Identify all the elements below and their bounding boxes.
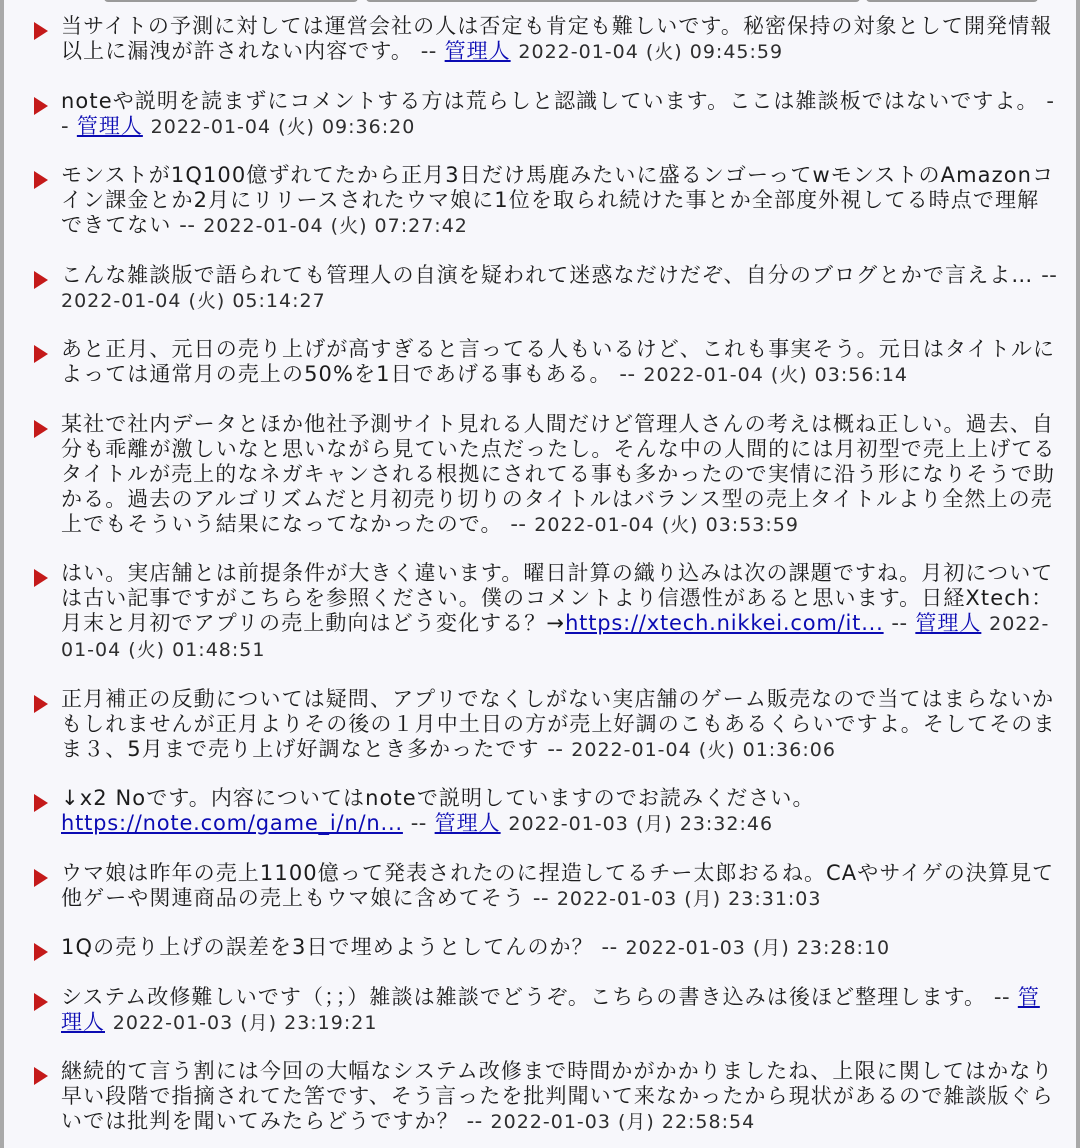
comment-separator: -- bbox=[61, 88, 1055, 138]
comment-text: こんな雑談版で語られても管理人の自演を疑われて迷惑なだけだぞ、自分のブログとかで言えよ… bbox=[61, 262, 1034, 287]
comment-item bbox=[30, 89, 1058, 140]
comment-timestamp: 2022-01-04 (火) 03:53:59 bbox=[534, 513, 799, 536]
comment-item bbox=[30, 1059, 1058, 1135]
triangle-bullet-icon bbox=[34, 1067, 48, 1085]
comment-timestamp: 2022-01-04 (火) 09:45:59 bbox=[518, 41, 784, 63]
triangle-bullet-icon bbox=[34, 569, 48, 587]
comment-separator: -- bbox=[1041, 262, 1058, 287]
top-tab-strip bbox=[4, 0, 1080, 2]
comment-item bbox=[30, 337, 1058, 388]
comment-separator: -- bbox=[993, 984, 1011, 1009]
comment-item bbox=[30, 985, 1058, 1036]
comment-separator: -- bbox=[510, 511, 527, 536]
comment-text: 某社で社内データとほか他社予測サイト見れる人間だけど管理人さんの考えは概ね正しい。過去、自分も乖離が激しいなと思いながら見ていた点だったし。そんな中の人間的には月初型で売上上げてるタイトルが売上的なネガキャンされる根拠にされてる事も多かったので実情に沿う形になりそうで助かる。過去のアルゴリズムだと月初売り切りのタイトルはバランス型の売上タイトルより全然上の売上でもそういう結果になってなかったので。 bbox=[61, 411, 1056, 536]
comment-timestamp: 2022-01-03 (月) 23:19:21 bbox=[112, 1011, 378, 1034]
comment-item bbox=[30, 786, 1058, 837]
external-link[interactable]: https://note.com/game_i/n/n... bbox=[61, 811, 403, 835]
comment-timestamp: 2022-01-04 (火) 07:27:42 bbox=[203, 215, 468, 237]
comment-separator: -- bbox=[420, 39, 437, 63]
comment-separator: -- bbox=[619, 362, 636, 386]
comment-timestamp: 2022-01-04 (火) 09:36:20 bbox=[150, 115, 416, 138]
triangle-bullet-icon bbox=[34, 943, 48, 961]
comment-text: はい。実店舗とは前提条件が大きく違います。曜日計算の織り込みは次の課題ですね。月初については古い記事ですがこちらを参照ください。僕のコメントより信憑性があると思います。日経Xtech：月末と月初でアプリの売上動向はどう変化する？→ bbox=[61, 561, 1054, 635]
author-link[interactable]: 管理人 bbox=[444, 39, 511, 63]
comment-item bbox=[30, 14, 1058, 65]
comment-text: あと正月、元日の売り上げが高すぎると言ってる人もいるけど、これも事実そう。元日はタイトルによっては通常月の売上の50%を1日であげる事もある。 bbox=[61, 337, 1056, 386]
comment-text: 正月補正の反動については疑問、アプリでなくしがない実店舗のゲーム販売なので当てはまらないかもしれませんが正月よりその後の１月中土日の方が売上好調のこもあるくらいですよ。そしてそのまま３、5月まで売り上げ好調なとき多かったです bbox=[61, 686, 1056, 761]
comment-timestamp: 2022-01-03 (月) 23:28:10 bbox=[625, 937, 891, 959]
triangle-bullet-icon bbox=[34, 993, 48, 1011]
comment-separator: -- bbox=[466, 1109, 483, 1133]
triangle-bullet-icon bbox=[34, 97, 48, 115]
comment-separator: -- bbox=[547, 736, 564, 761]
top-tab-edge[interactable] bbox=[104, 0, 358, 2]
comment-item bbox=[30, 412, 1058, 538]
comment-text: 1Qの売り上げの誤差を3日で埋めようとしてんのか？ bbox=[61, 935, 594, 959]
comment-timestamp: 2022-01-03 (月) 22:58:54 bbox=[490, 1111, 756, 1133]
comment-separator: -- bbox=[601, 935, 618, 959]
triangle-bullet-icon bbox=[34, 22, 48, 40]
comment-item bbox=[30, 163, 1058, 239]
comment-separator: -- bbox=[532, 885, 550, 910]
comment-separator: -- bbox=[410, 811, 427, 835]
triangle-bullet-icon bbox=[34, 420, 48, 438]
comment-timestamp: 2022-01-04 (火) 01:48:51 bbox=[61, 613, 1050, 661]
top-tab-edge[interactable] bbox=[866, 0, 1038, 2]
comment-text: 当サイトの予測に対しては運営会社の人は否定も肯定も難しいです。秘密保持の対象として開発情報以上に漏洩が許されない内容です。 bbox=[61, 14, 1053, 63]
comment-text: モンストが1Q100億ずれてたから正月3日だけ馬鹿みたいに盛るンゴーってwモンストのAmazonコイン課金とか2月にリリースされたウマ娘に1位を取られ続けた事とか全部度外視してる時点で理解できてない bbox=[61, 163, 1055, 237]
triangle-bullet-icon bbox=[34, 794, 48, 812]
external-link[interactable]: https://xtech.nikkei.com/it... bbox=[565, 611, 884, 635]
comment-separator: -- bbox=[891, 611, 908, 635]
author-link[interactable]: 管理人 bbox=[915, 611, 982, 635]
comment-timestamp: 2022-01-04 (火) 05:14:27 bbox=[61, 289, 326, 312]
triangle-bullet-icon bbox=[34, 171, 48, 189]
author-link[interactable]: 管理人 bbox=[76, 113, 143, 138]
comment-timestamp: 2022-01-03 (月) 23:31:03 bbox=[556, 887, 822, 910]
triangle-bullet-icon bbox=[34, 695, 48, 713]
top-tab-edge[interactable] bbox=[366, 0, 860, 2]
comment-item bbox=[30, 561, 1058, 663]
triangle-bullet-icon bbox=[34, 345, 48, 363]
comment-text: noteや説明を読まずにコメントする方は荒らしと認識しています。ここは雑談板ではないですよ。 bbox=[61, 88, 1039, 113]
comment-text: ↓x2 Noです。内容についてはnoteで説明していますのでお読みください。 bbox=[61, 786, 815, 810]
comment-timestamp: 2022-01-04 (火) 03:56:14 bbox=[643, 364, 909, 386]
comment-item bbox=[30, 861, 1058, 912]
comment-item bbox=[30, 687, 1058, 763]
comment-separator: -- bbox=[179, 213, 196, 237]
comment-text: 継続的て言う割には今回の大幅なシステム改修まで時間かがかかりましたね、上限に関してはかなり早い段階で指摘されてた筈です、そう言ったを批判聞いて来なかったから現状があるので雑談版ぐらいでは批判を聞いてみたらどうですか？ bbox=[61, 1059, 1054, 1133]
author-link[interactable]: 管理人 bbox=[434, 811, 501, 835]
comment-text: システム改修難しいです（；；）雑談は雑談でどうぞ。こちらの書き込みは後ほど整理します。 bbox=[61, 984, 987, 1009]
author-link[interactable]: 管理人 bbox=[61, 984, 1040, 1034]
comment-item bbox=[30, 263, 1058, 314]
comment-timestamp: 2022-01-04 (火) 01:36:06 bbox=[571, 738, 836, 761]
triangle-bullet-icon bbox=[34, 271, 48, 289]
triangle-bullet-icon bbox=[34, 869, 48, 887]
comment-text: ウマ娘は昨年の売上1100億って発表されたのに捏造してるチー太郎おるね。CAやサイゲの決算見て他ゲーや関連商品の売上もウマ娘に含めてそう bbox=[61, 860, 1055, 910]
comment-list bbox=[30, 14, 1058, 1148]
comment-item bbox=[30, 935, 1058, 961]
comment-timestamp: 2022-01-03 (月) 23:32:46 bbox=[508, 813, 774, 835]
